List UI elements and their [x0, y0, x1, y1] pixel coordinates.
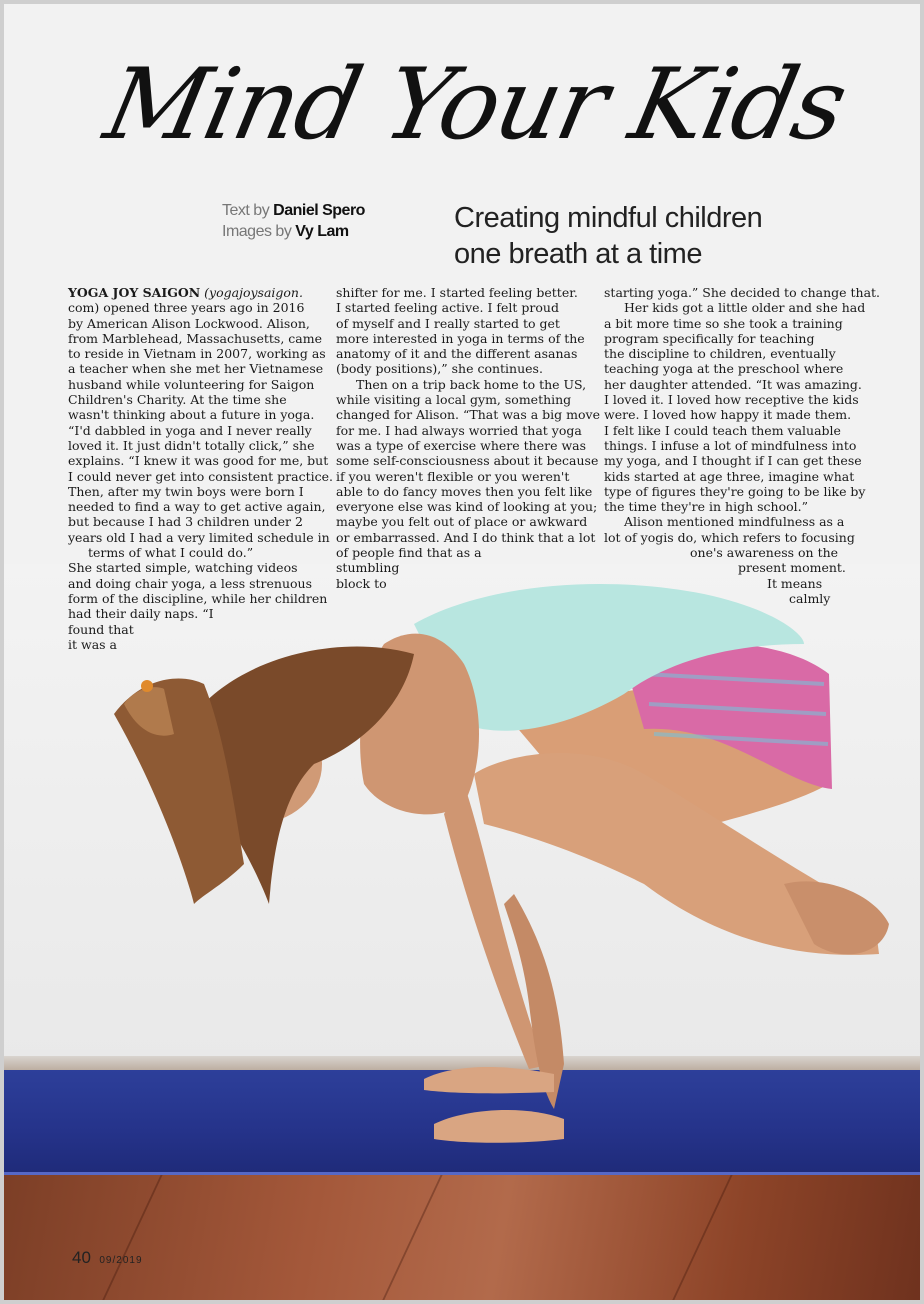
- column-line: starting yoga.” She decided to change that.: [604, 285, 881, 300]
- column-line: changed for Alison. “That was a big move: [336, 407, 600, 423]
- column-line: had their daily naps. “I: [68, 606, 214, 622]
- page-number: 40: [72, 1248, 91, 1267]
- column-line: teaching yoga at the preschool where: [604, 361, 844, 377]
- column-line: to reside in Vietnam in 2007, working as: [68, 346, 326, 362]
- image-credit: [222, 221, 365, 242]
- column-line: years old I had a very limited schedule in: [68, 529, 330, 545]
- column-line: were. I loved how happy it made them.: [604, 407, 852, 423]
- column-line: for me. I had always worried that yoga: [336, 422, 582, 438]
- image-credit-prefix: Images by: [222, 223, 292, 240]
- issue-date: 09/2019: [99, 1255, 143, 1266]
- subtitle-line: one breath at a time: [454, 238, 702, 270]
- column-line: Then on a trip back home to the US,: [356, 376, 587, 392]
- headline: Mind Your Kids: [95, 48, 855, 162]
- column-line: more interested in yoga in terms of the: [336, 330, 585, 346]
- column-line: or embarrassed. And I do think that a lot: [336, 529, 596, 545]
- lead-in-url: (yogajoysaigon.: [200, 285, 303, 300]
- text-credit-prefix: Text by: [222, 202, 270, 219]
- column-line: loved it. It just didn't totally click,” she: [68, 437, 315, 453]
- magazine-page: [4, 4, 920, 1300]
- column-line: kids started at age three, imagine what: [604, 468, 855, 484]
- column-line: of myself and I really started to get: [336, 315, 560, 331]
- column-line: present moment.: [738, 560, 846, 576]
- column-line: the discipline to children, eventually: [604, 346, 836, 362]
- column-line: but because I had 3 children under 2: [68, 514, 303, 530]
- column-line: able to do fancy moves then you felt like: [336, 483, 593, 499]
- column-line: calmly: [789, 590, 831, 606]
- column-line: I felt like I could teach them valuable: [604, 422, 841, 438]
- column-line: block to: [336, 575, 387, 591]
- column-line: terms of what I could do.”: [88, 545, 254, 561]
- column-line: of people find that as a: [336, 545, 482, 561]
- column-line: shifter for me. I started feeling better.: [336, 285, 578, 300]
- column-line: form of the discipline, while her children: [68, 590, 328, 606]
- column-line: needed to find a way to get active again,: [68, 499, 326, 515]
- column-line: Her kids got a little older and she had: [624, 300, 866, 316]
- column-line: if you weren't flexible or you weren't: [336, 468, 570, 484]
- column-line: it was a: [68, 636, 117, 652]
- column-line: was a type of exercise where there was: [336, 437, 587, 453]
- column-line: wasn't thinking about a future in yoga.: [68, 407, 315, 423]
- column-line: explains. “I knew it was good for me, but: [68, 453, 329, 469]
- text-credit-author: Daniel Spero: [273, 202, 365, 219]
- column-line: (body positions),” she continues.: [336, 361, 543, 377]
- column-line: stumbling: [336, 560, 400, 576]
- credits: [222, 200, 365, 242]
- body-column-3: [604, 285, 880, 606]
- column-line: [68, 285, 333, 300]
- column-line: and doing chair yoga, a less strenuous: [68, 575, 312, 591]
- image-credit-author: Vy Lam: [295, 223, 349, 240]
- subtitle: [454, 200, 762, 272]
- column-line: “I'd dabbled in yoga and I never really: [68, 422, 312, 438]
- column-line: by American Alison Lockwood. Alison,: [68, 315, 310, 331]
- column-line: Alison mentioned mindfulness as a: [624, 514, 845, 530]
- column-line: from Marblehead, Massachusetts, came: [68, 330, 322, 346]
- body-column-1: [68, 285, 333, 652]
- column-line: I loved it. I loved how receptive the kids: [604, 392, 859, 408]
- yoga-crow-pose-photo: [84, 564, 914, 1164]
- column-line: my yoga, and I thought if I can get these: [604, 453, 862, 469]
- column-line: everyone else was kind of looking at you;: [336, 499, 598, 515]
- column-line: while visiting a local gym, something: [336, 392, 572, 408]
- column-line: com) opened three years ago in 2016: [68, 300, 305, 316]
- column-line: some self-consciousness about it because: [336, 453, 599, 469]
- body-column-2: [336, 285, 600, 591]
- column-line: type of figures they're going to be like by: [604, 483, 866, 499]
- column-line: program specifically for teaching: [604, 330, 815, 346]
- column-line: It means: [767, 575, 823, 591]
- column-line: lot of yogis do, which refers to focusing: [604, 529, 855, 545]
- column-line: I could never get into consistent practice.: [68, 468, 333, 484]
- column-line: Then, after my twin boys were born I: [68, 483, 304, 499]
- column-line: Children's Charity. At the time she: [68, 392, 287, 408]
- text-credit: [222, 200, 365, 221]
- column-line: husband while volunteering for Saigon: [68, 376, 315, 392]
- subtitle-line: Creating mindful children: [454, 202, 763, 234]
- column-line: I started feeling active. I felt proud: [336, 300, 559, 316]
- column-line: a teacher when she met her Vietnamese: [68, 361, 324, 377]
- column-line: anatomy of it and the different asanas: [336, 346, 578, 362]
- column-line: a bit more time so she took a training: [604, 315, 843, 331]
- column-line: her daughter attended. “It was amazing.: [604, 376, 862, 392]
- column-line: found that: [68, 621, 134, 637]
- column-line: She started simple, watching videos: [68, 560, 298, 576]
- column-line: maybe you felt out of place or awkward: [336, 514, 588, 530]
- column-line: things. I infuse a lot of mindfulness into: [604, 437, 857, 453]
- column-line: the time they're in high school.”: [604, 499, 808, 515]
- page-folio: [72, 1248, 143, 1268]
- column-line: one's awareness on the: [690, 545, 839, 561]
- lead-in: YOGA JOY SAIGON: [68, 285, 201, 300]
